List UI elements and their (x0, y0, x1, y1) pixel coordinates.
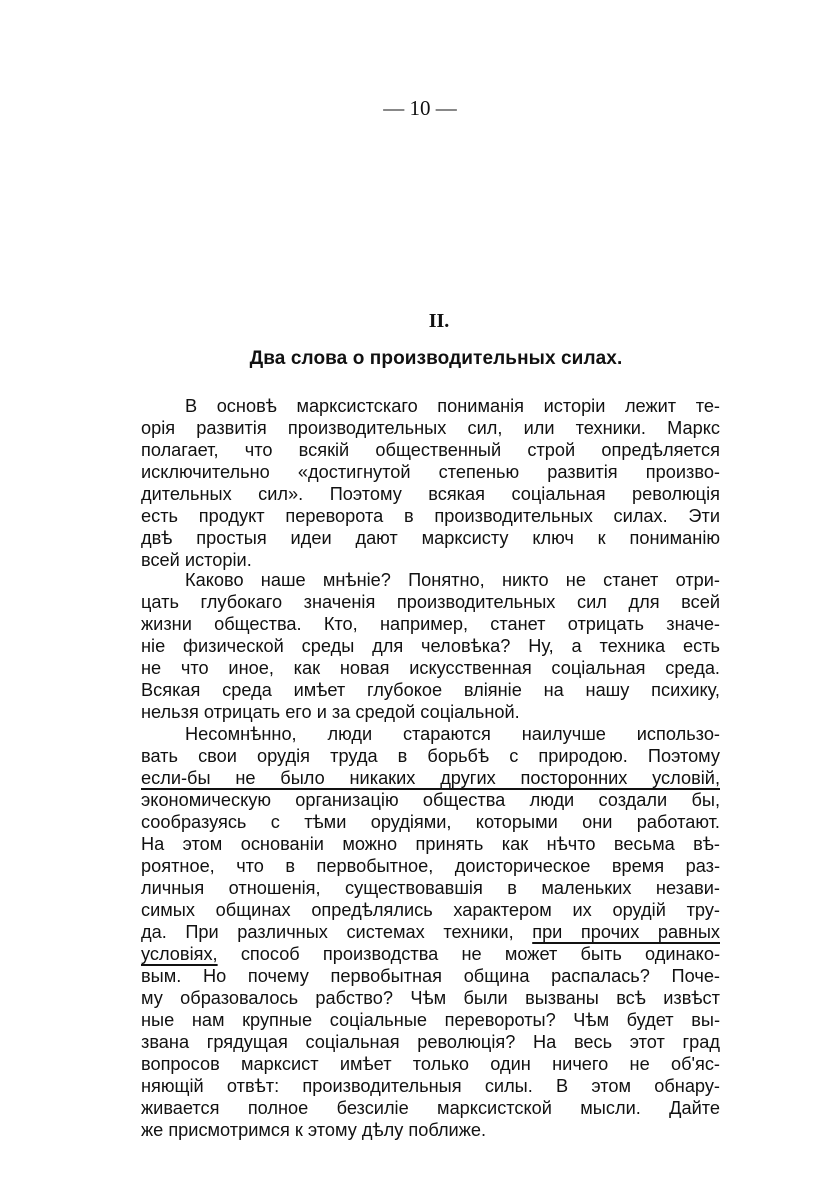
text-line (141, 1097, 720, 1119)
text-segment: орія развитія производительных сил, или техники. Маркс (141, 418, 720, 438)
underlined-text: при прочих равных (532, 922, 720, 942)
text-line (141, 505, 720, 527)
text-segment: способ производства не может быть одинако- (217, 944, 720, 964)
chapter-number: II. (428, 310, 450, 332)
text-segment: экономическую организацію общества люди создали бы, (141, 790, 720, 810)
text-segment: исключительно «достигнутой степенью развитія произво- (141, 462, 720, 482)
text-line (141, 833, 720, 855)
text-segment: же присмотримся к этому дѣлу поближе. (141, 1120, 487, 1140)
text-line (141, 569, 720, 591)
underlined-text: условіях, (141, 944, 218, 964)
text-segment: есть продукт переворота в производительных силах. Эти (141, 506, 720, 526)
text-segment: Всякая среда имѣет глубокое вліяніе на нашу психику, (141, 680, 720, 700)
paragraph-3 (141, 723, 720, 1141)
text-segment: цать глубокаго значенія производительных сил для всей (141, 592, 720, 612)
text-line (141, 483, 720, 505)
text-segment: вать свои орудія труда в борьбѣ с природою. Поэтому (141, 746, 720, 766)
text-segment: вопросов марксист имѣет только один ничего не об'яс- (141, 1054, 720, 1074)
text-line (141, 789, 720, 811)
page-number: — 10 — (383, 96, 457, 120)
text-segment: живается полное безсиліе марксистской мысли. Дайте (141, 1098, 720, 1118)
underlined-text: если-бы не было никаких других посторонних условій, (141, 768, 720, 788)
text-line (141, 417, 720, 439)
text-line (141, 965, 720, 987)
text-segment: В основѣ марксистскаго пониманія исторіи лежит те- (185, 396, 720, 416)
text-segment: ные нам крупные соціальные перевороты? Чѣм будет вы- (141, 1010, 720, 1030)
text-segment: На этом основаніи можно принять как нѣчто весьма вѣ- (141, 834, 720, 854)
text-segment: нельзя отрицать его и за средой соціальной. (141, 702, 520, 722)
text-line (141, 657, 720, 679)
text-segment: не что иное, как новая искусственная соціальная среда. (141, 658, 720, 678)
text-line (141, 549, 720, 571)
text-line (141, 745, 720, 767)
text-segment: полагает, что всякій общественный строй опредѣляется (141, 440, 720, 460)
text-segment: Каково наше мнѣніе? Понятно, никто не станет отри- (185, 570, 720, 590)
text-line (141, 395, 720, 417)
text-line (141, 855, 720, 877)
text-line (141, 723, 720, 745)
paragraph-1 (141, 395, 720, 571)
text-line (141, 635, 720, 657)
text-line (141, 899, 720, 921)
text-line (141, 1009, 720, 1031)
text-line (141, 943, 720, 965)
text-line (141, 1053, 720, 1075)
text-segment: личныя отношенія, существовавшія в маленьких незави- (141, 878, 720, 898)
text-segment: няющій отвѣт: производительныя силы. В этом обнару- (141, 1076, 720, 1096)
text-segment: сообразуясь с тѣми орудіями, которыми они работают. (141, 812, 720, 832)
text-segment: ніе физической среды для человѣка? Ну, а техника есть (141, 636, 720, 656)
text-segment: жизни общества. Кто, например, станет отрицать значе- (141, 614, 720, 634)
text-segment: всей исторіи. (141, 550, 252, 570)
text-segment: двѣ простыя идеи дают марксисту ключ к пониманію (141, 528, 720, 548)
text-line (141, 1031, 720, 1053)
text-line (141, 987, 720, 1009)
text-line (141, 527, 720, 549)
text-line (141, 877, 720, 899)
text-segment: Несомнѣнно, люди стараются наилучше использо- (185, 724, 720, 744)
text-segment: симых общинах опредѣлялись характером их орудій тру- (141, 900, 720, 920)
text-line (141, 767, 720, 789)
chapter-title: Два слова о производительных силах. (249, 348, 623, 369)
text-segment: дительных сил». Поэтому всякая соціальная революція (141, 484, 720, 504)
text-segment: да. При различных системах техники, (141, 922, 533, 942)
text-segment: вым. Но почему первобытная община распалась? Поче- (141, 966, 720, 986)
text-line (141, 921, 720, 943)
paragraph-2 (141, 569, 720, 723)
text-segment: звана грядущая соціальная революція? На весь этот град (141, 1032, 720, 1052)
text-line (141, 1075, 720, 1097)
text-segment: роятное, что в первобытное, доисторическое время раз- (141, 856, 720, 876)
text-line (141, 613, 720, 635)
text-line (141, 439, 720, 461)
text-line (141, 701, 720, 723)
text-line (141, 811, 720, 833)
text-line (141, 591, 720, 613)
text-segment: му образовалось рабство? Чѣм были вызваны всѣ извѣст (141, 988, 720, 1008)
text-line (141, 1119, 720, 1141)
text-line (141, 679, 720, 701)
text-line (141, 461, 720, 483)
